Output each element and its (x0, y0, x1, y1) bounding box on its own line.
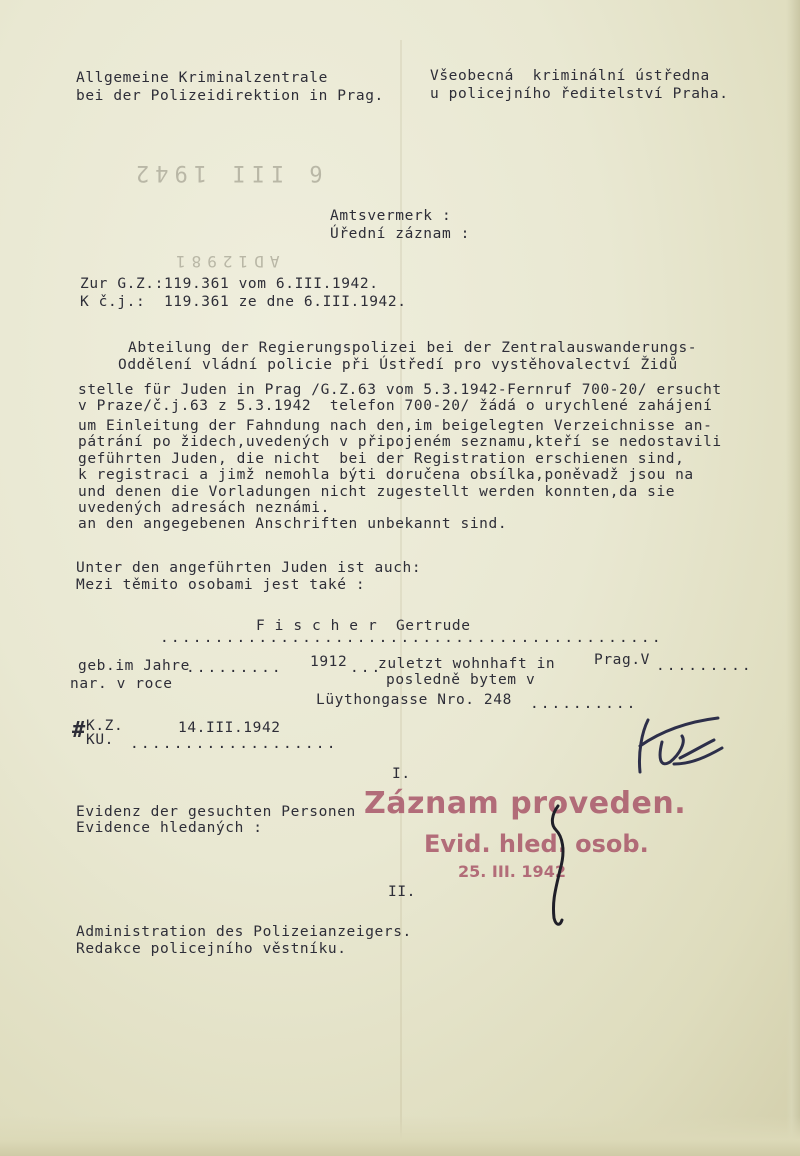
pencil-mark (536, 800, 576, 930)
title-cz: Úřední záznam : (330, 226, 470, 242)
body-line: geführten Juden, die nicht bei der Registration erschienen sind, (78, 451, 685, 467)
paper-edge-bottom (0, 1116, 800, 1156)
section1-numeral: I. (392, 766, 411, 782)
dotted-line: ......... (656, 658, 753, 674)
last-residence-cz: posledně bytem v (386, 672, 536, 688)
dotted-line: ................... (130, 736, 338, 752)
body-line: Abteilung der Regierungspolizei bei der Zentralauswanderungs- (128, 340, 698, 356)
dotted-line: .............................................. (160, 630, 663, 646)
kz-label-de: K.Z. (86, 718, 124, 734)
header-right-line2: u policejního ředitelství Praha. (430, 86, 729, 102)
paper-fold (400, 40, 402, 1140)
born-label-de: geb.im Jahre (78, 658, 190, 674)
body-line: uvedených adresách neznámi. (78, 500, 330, 516)
body-line: und denen die Vorladungen nicht zugestellt werden konnten,da sie (78, 484, 676, 500)
record-stamp-date: 25. III. 1942 (458, 862, 566, 881)
header-left-line2: bei der Polizeidirektion in Prag. (76, 88, 384, 104)
dotted-line: ... (350, 660, 383, 676)
body-line: v Praze/č.j.63 z 5.3.1942 telefon 700-20/ žádá o urychlené zahájení (78, 398, 713, 414)
city: Prag.V (594, 652, 650, 668)
section2-de: Administration des Polizeianzeigers. (76, 924, 412, 940)
kz-date: 14.III.1942 (178, 720, 281, 736)
body-line: Oddělení vládní policie při Ústředí pro vystěhovalectví Židů (118, 357, 678, 373)
body-line: stelle für Juden in Prag /G.Z.63 vom 5.3.1942-Fernruf 700-20/ ersucht (78, 382, 722, 398)
section1-cz: Evidence hledaných : (76, 820, 263, 836)
header-left-line1: Allgemeine Kriminalzentrale (76, 70, 328, 86)
among-de: Unter den angeführten Juden ist auch: (76, 560, 422, 576)
section1-de: Evidenz der gesuchten Personen (76, 804, 356, 820)
body-line: pátrání po židech,uvedených v připojeném seznamu,kteří se nedostavili (78, 434, 722, 450)
section2-numeral: II. (388, 884, 416, 900)
faint-date-stamp: 6 III 1942 (130, 160, 323, 185)
kz-label-cz: KU. (86, 732, 114, 748)
birth-year: 1912 (310, 654, 348, 670)
reference-de: Zur G.Z.:119.361 vom 6.III.1942. (80, 276, 379, 292)
dotted-line: .......... (530, 696, 638, 712)
last-residence-de: zuletzt wohnhaft in (378, 656, 556, 672)
record-stamp-line1: Záznam proveden. (364, 786, 687, 821)
signature (630, 712, 730, 782)
among-cz: Mezi těmito osobami jest také : (76, 577, 366, 593)
born-label-cz: nar. v roce (70, 676, 173, 692)
hash-mark: # (72, 718, 86, 743)
body-line: um Einleitung der Fahndung nach den,im beigelegten Verzeichnisse an- (78, 418, 713, 434)
street: Lüythongasse Nro. 248 (316, 692, 512, 708)
body-line: an den angegebenen Anschriften unbekannt sind. (78, 516, 508, 532)
faint-number-stamp: AD12981 (170, 252, 280, 271)
person-name: F i s c h e r Gertrude (256, 618, 471, 634)
section2-cz: Redakce policejního věstníku. (76, 941, 347, 957)
header-right-line1: Všeobecná kriminální ústředna (430, 68, 710, 84)
title-de: Amtsvermerk : (330, 208, 452, 224)
paper-edge-right (786, 0, 800, 1156)
record-stamp-line2: Evid. hled. osob. (424, 830, 649, 858)
dotted-line: ......... (186, 660, 283, 676)
body-line: k registraci a jimž nemohla býti doručena obsílka,poněvadž jsou na (78, 467, 694, 483)
reference-cz: K č.j.: 119.361 ze dne 6.III.1942. (80, 294, 407, 310)
